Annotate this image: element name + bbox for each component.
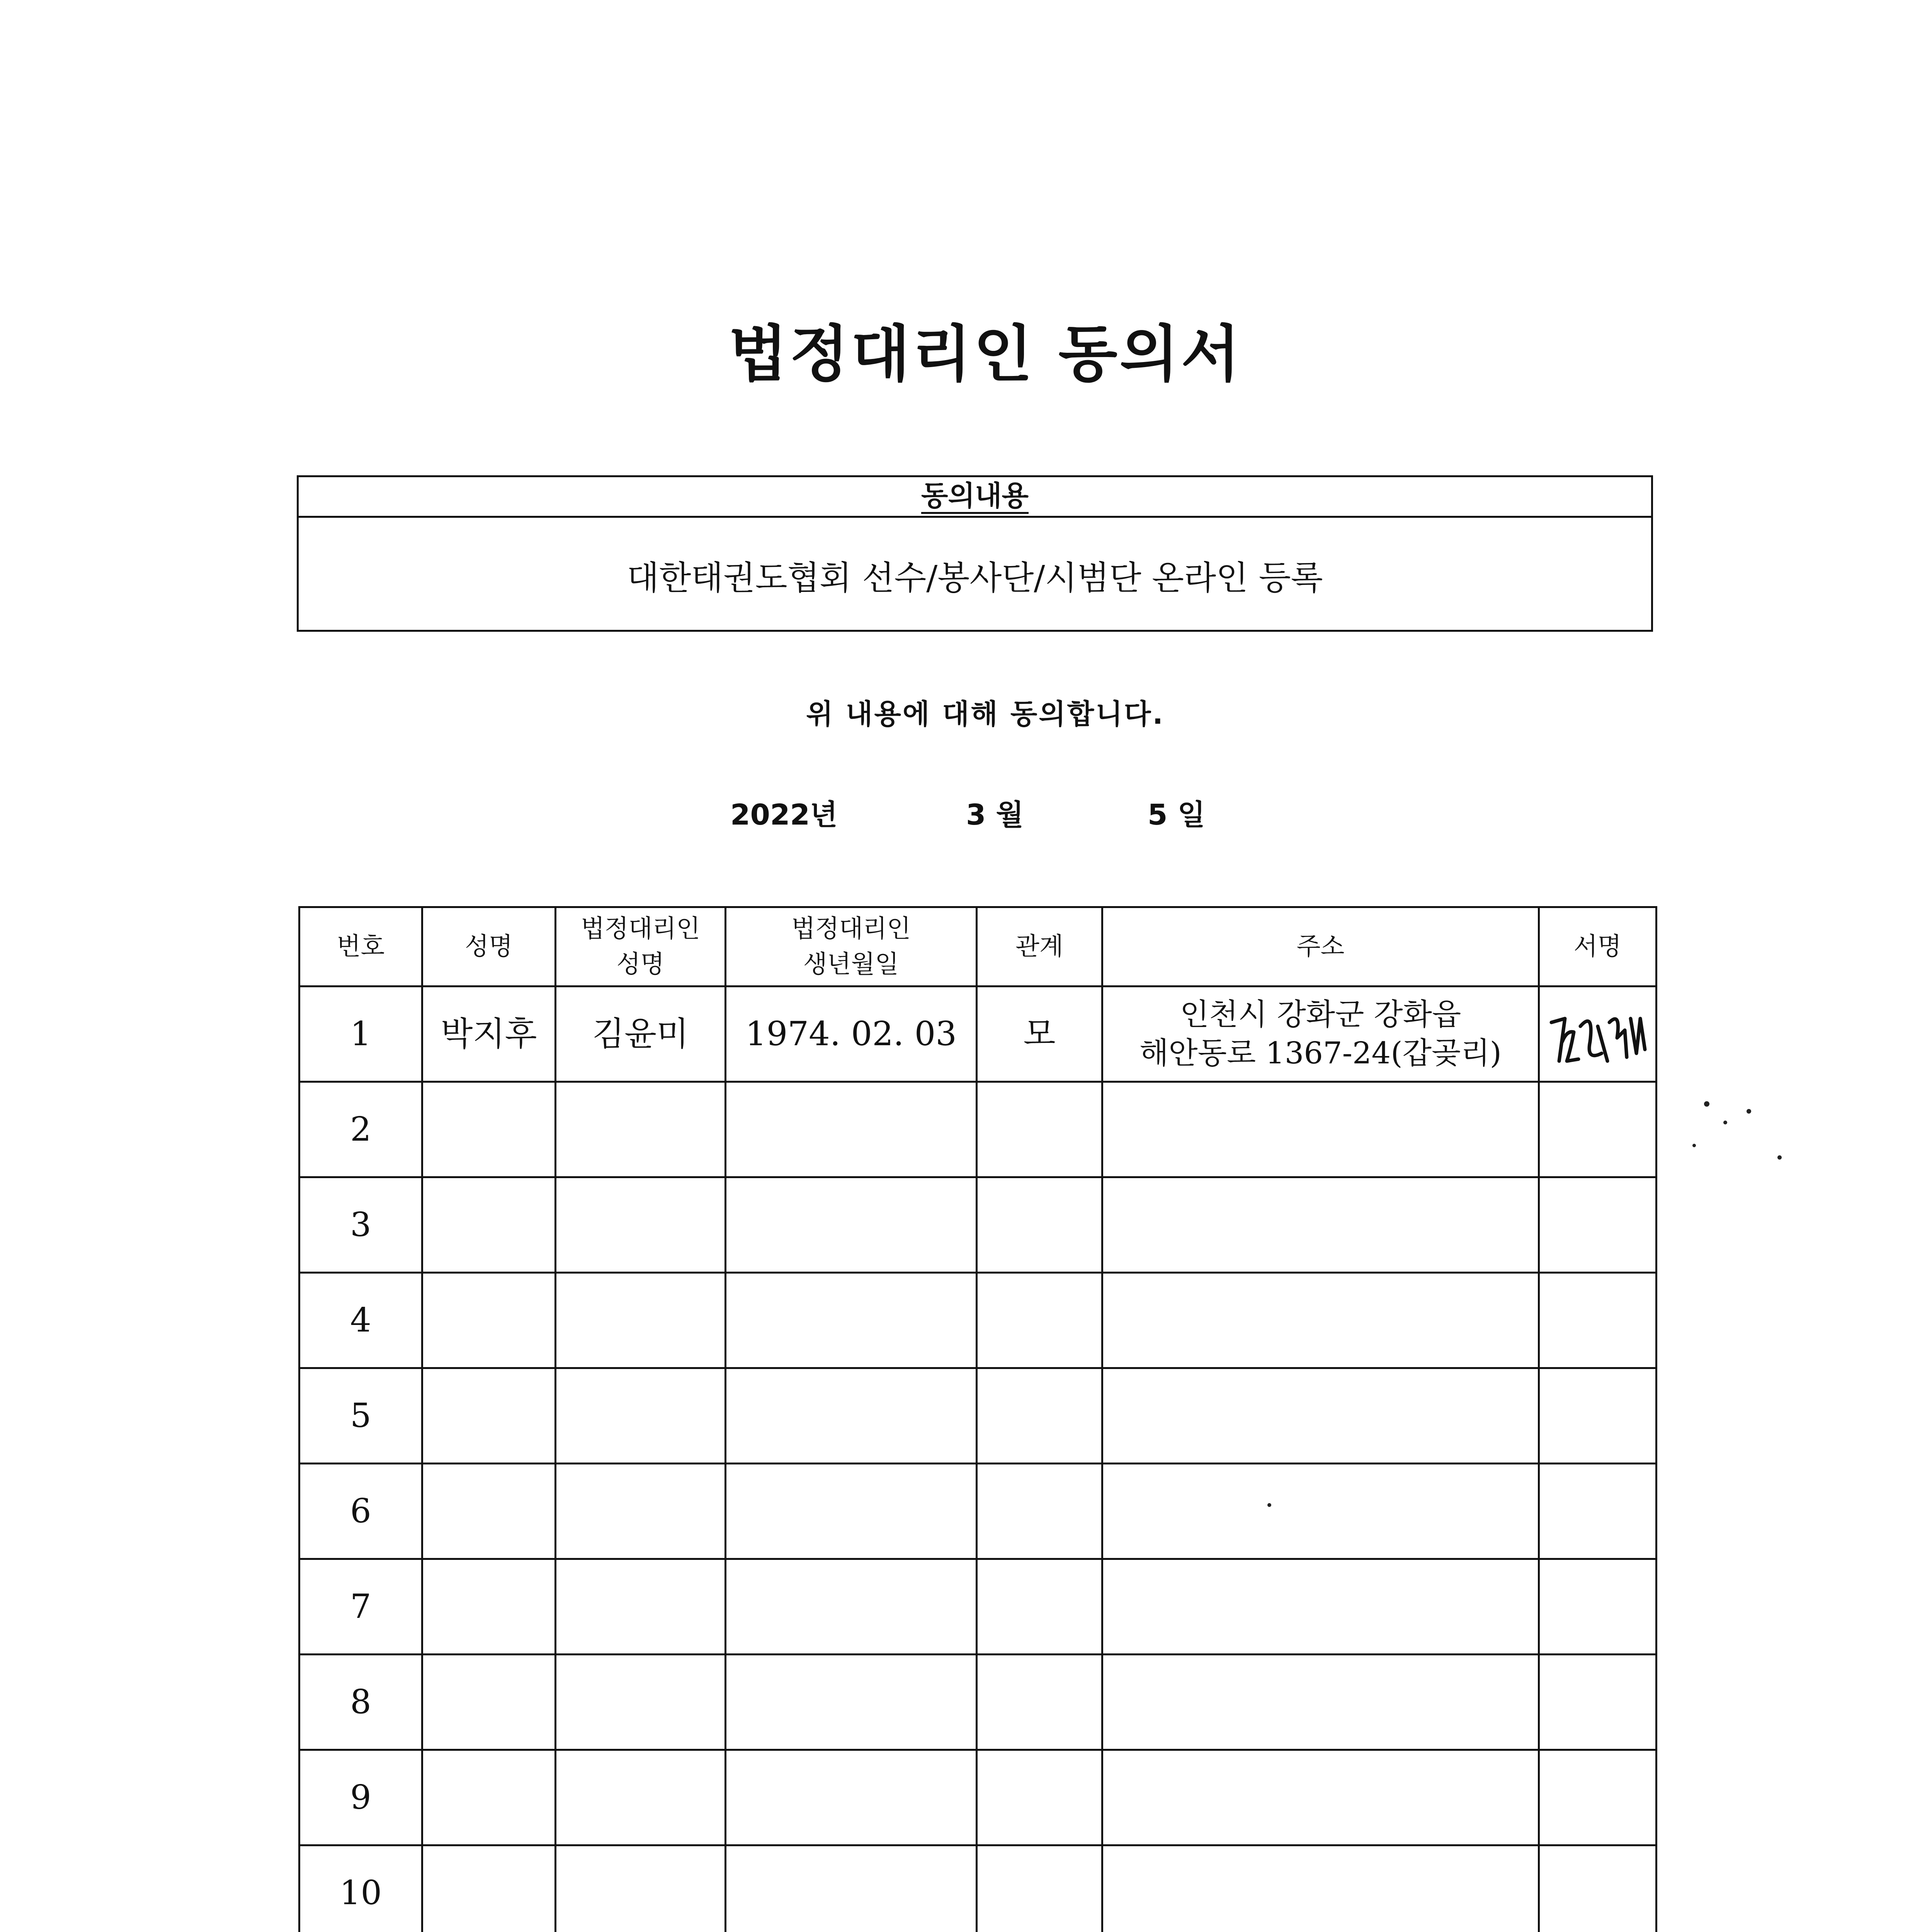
cell-no: 8 [299,1655,422,1750]
date-day-unit: 일 [1177,798,1205,832]
cell-no: 1 [299,986,422,1082]
header-guardian-birth-line1: 법정대리인 [791,915,911,943]
cell-name [422,1559,556,1655]
cell-guardian-birth [726,1082,977,1177]
cell-guardian-name: 김윤미 [556,986,726,1082]
header-guardian-birth-line2: 생년월일 [803,950,899,979]
cell-no: 9 [299,1750,422,1845]
cell-guardian-birth [726,1559,977,1655]
cell-guardian-name [556,1845,726,1932]
cell-name: 박지후 [422,986,556,1082]
cell-relation [977,1750,1102,1845]
table-row [299,1655,1656,1750]
cell-guardian-birth [726,1368,977,1464]
agree-statement: 위 내용에 대해 동의합니다. [806,698,1165,730]
cell-guardian-name [556,1082,726,1177]
cell-guardian-name [556,1177,726,1273]
cell-relation [977,1655,1102,1750]
cell-signature [1539,1177,1656,1273]
cell-no: 5 [299,1368,422,1464]
cell-name [422,1750,556,1845]
cell-relation: 모 [977,986,1102,1082]
table-row [299,986,1656,1082]
cell-name [422,1273,556,1368]
page-title: 법정대리인 동의서 [728,319,1243,390]
cell-address [1102,986,1539,1082]
header-relation: 관계 [977,907,1102,986]
date-day-number: 5 [1148,798,1168,832]
cell-guardian-birth [726,1464,977,1559]
header-signature: 서명 [1539,907,1656,986]
table-row [299,1464,1656,1559]
cell-signature [1539,986,1656,1082]
cell-no: 2 [299,1082,422,1177]
cell-name [422,1845,556,1932]
header-guardian-name-line1: 법정대리인 [580,915,701,943]
cell-name [422,1368,556,1464]
cell-name [422,1655,556,1750]
table-row [299,1750,1656,1845]
table-header-row [299,907,1656,986]
cell-guardian-birth [726,1273,977,1368]
scan-speck [1704,1101,1709,1107]
date-day [1148,792,1215,833]
date-month-unit: 월 [996,798,1024,832]
scan-speck [1692,1144,1696,1147]
header-guardian-name-line2: 성명 [616,950,665,979]
cell-relation [977,1273,1102,1368]
header-guardian-name [556,907,726,986]
table-row [299,1273,1656,1368]
consent-header [299,477,1651,518]
cell-guardian-name [556,1464,726,1559]
cell-address-line1: 인천시 강화군 강화읍 [1180,997,1461,1032]
scan-speck [1723,1121,1727,1124]
cell-relation [977,1368,1102,1464]
header-address: 주소 [1102,907,1539,986]
scan-speck [1747,1109,1751,1114]
cell-address [1102,1750,1539,1845]
cell-address [1102,1177,1539,1273]
cell-no: 7 [299,1559,422,1655]
cell-signature [1539,1559,1656,1655]
table-row [299,1177,1656,1273]
table-row [299,1082,1656,1177]
cell-relation [977,1177,1102,1273]
cell-relation [977,1559,1102,1655]
cell-address [1102,1464,1539,1559]
date-month-number: 3 [966,798,986,832]
cell-no: 3 [299,1177,422,1273]
scan-speck [1777,1155,1782,1160]
cell-guardian-name [556,1368,726,1464]
cell-no: 4 [299,1273,422,1368]
cell-name [422,1464,556,1559]
consent-body: 대한태권도협회 선수/봉사단/시범단 온라인 등록 [627,558,1323,597]
cell-guardian-name [556,1273,726,1368]
cell-name [422,1177,556,1273]
cell-signature [1539,1464,1656,1559]
cell-address [1102,1845,1539,1932]
cell-signature [1539,1845,1656,1932]
cell-relation [977,1464,1102,1559]
cell-no: 10 [299,1845,422,1932]
cell-guardian-birth [726,1655,977,1750]
cell-address-line2: 해안동로 1367-24(갑곶리) [1139,1036,1502,1071]
cell-guardian-birth [726,1750,977,1845]
cell-address [1102,1655,1539,1750]
date-year: 2022년 [730,798,838,832]
cell-guardian-birth [726,1177,977,1273]
header-name: 성명 [422,907,556,986]
handwritten-signature [1544,995,1652,1073]
cell-address [1102,1273,1539,1368]
scan-speck [1267,1503,1271,1507]
date-month [966,792,1034,833]
table-row [299,1845,1656,1932]
cell-signature [1539,1273,1656,1368]
cell-no: 6 [299,1464,422,1559]
cell-guardian-birth: 1974. 02. 03 [726,986,977,1082]
cell-signature [1539,1082,1656,1177]
cell-relation [977,1845,1102,1932]
cell-address [1102,1559,1539,1655]
consent-header-label: 동의내용 [921,480,1029,514]
cell-address [1102,1082,1539,1177]
consent-box [297,475,1653,632]
header-no: 번호 [299,907,422,986]
cell-guardian-name [556,1559,726,1655]
table-row [299,1559,1656,1655]
cell-guardian-name [556,1750,726,1845]
cell-signature [1539,1368,1656,1464]
cell-signature [1539,1750,1656,1845]
table-row [299,1368,1656,1464]
cell-guardian-birth [726,1845,977,1932]
guardian-table [298,906,1657,1932]
cell-signature [1539,1655,1656,1750]
cell-address [1102,1368,1539,1464]
header-guardian-birth [726,907,977,986]
cell-relation [977,1082,1102,1177]
cell-guardian-name [556,1655,726,1750]
cell-name [422,1082,556,1177]
